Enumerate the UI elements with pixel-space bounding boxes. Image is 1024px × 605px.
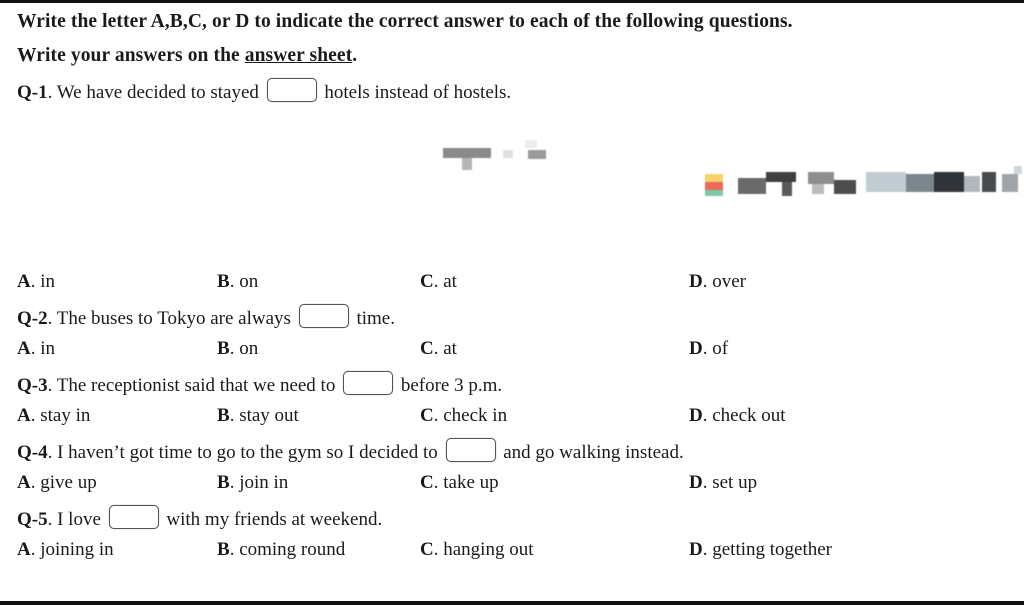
option-text: . over <box>702 271 746 292</box>
question-4-option-c[interactable] <box>420 471 499 495</box>
option-text: . at <box>433 338 457 359</box>
option-text: . give up <box>30 472 97 493</box>
option-text: . of <box>702 338 729 359</box>
option-text: . getting together <box>702 539 833 560</box>
option-text: . stay out <box>229 405 299 426</box>
option-letter: B <box>217 405 230 426</box>
question-1-answer-blank[interactable] <box>267 78 317 102</box>
option-letter: C <box>420 271 434 292</box>
question-5-option-d[interactable] <box>689 538 832 562</box>
question-4-number: Q-4 <box>17 442 48 463</box>
answer-sheet-underlined: answer sheet <box>244 45 353 66</box>
option-text: . stay in <box>30 405 91 426</box>
question-4-option-d[interactable] <box>689 471 757 495</box>
option-text: . on <box>229 271 259 292</box>
question-5-option-c[interactable] <box>420 538 533 562</box>
option-letter: D <box>689 338 703 359</box>
question-3-option-b[interactable] <box>217 404 299 428</box>
question-2-text-after: time. <box>356 308 395 329</box>
option-letter: C <box>420 405 434 426</box>
option-letter: B <box>217 338 230 359</box>
option-text: . on <box>229 338 259 359</box>
question-4-text-after: and go walking instead. <box>503 442 684 463</box>
question-2-option-a[interactable] <box>17 337 55 361</box>
instruction-line-1 <box>17 10 793 34</box>
option-text: . hanging out <box>433 539 534 560</box>
instruction-line-2 <box>17 44 357 68</box>
question-4-text-before: . I haven’t got time to go to the gym so I decided to <box>47 442 438 463</box>
question-3-number: Q-3 <box>17 375 48 396</box>
option-letter: B <box>217 271 230 292</box>
option-letter: B <box>217 539 230 560</box>
option-letter: C <box>420 539 434 560</box>
question-5-option-a[interactable] <box>17 538 114 562</box>
question-2-number: Q-2 <box>17 308 48 329</box>
option-letter: A <box>17 472 31 493</box>
option-text: . check in <box>433 405 508 426</box>
option-text: . set up <box>702 472 758 493</box>
question-1-option-c[interactable] <box>420 270 457 294</box>
question-2-option-d[interactable] <box>689 337 728 361</box>
question-2 <box>17 304 395 331</box>
option-letter: C <box>420 338 434 359</box>
question-1 <box>17 78 511 105</box>
question-2-text-before: . The buses to Tokyo are always <box>47 308 291 329</box>
question-3-text-before: . The receptionist said that we need to <box>47 375 336 396</box>
question-3-option-c[interactable] <box>420 404 507 428</box>
question-1-option-b[interactable] <box>217 270 258 294</box>
question-3-option-d[interactable] <box>689 404 786 428</box>
option-text: . check out <box>702 405 786 426</box>
question-1-text-after: hotels instead of hostels. <box>324 82 512 103</box>
question-4 <box>17 438 684 465</box>
instruction-text-2-suffix: . <box>352 45 358 66</box>
question-4-option-b[interactable] <box>217 471 288 495</box>
option-letter: D <box>689 539 703 560</box>
question-1-text-before: . We have decided to stayed <box>47 82 259 103</box>
question-5 <box>17 505 382 532</box>
pixelated-obscured-area <box>0 0 1024 260</box>
option-letter: C <box>420 472 434 493</box>
option-text: . in <box>30 338 56 359</box>
option-letter: A <box>17 539 31 560</box>
question-4-option-a[interactable] <box>17 471 97 495</box>
question-5-text-before: . I love <box>47 509 101 530</box>
question-5-answer-blank[interactable] <box>109 505 159 529</box>
option-letter: A <box>17 338 31 359</box>
question-2-option-c[interactable] <box>420 337 457 361</box>
question-3 <box>17 371 502 398</box>
option-text: . join in <box>229 472 289 493</box>
option-letter: D <box>689 271 703 292</box>
question-4-answer-blank[interactable] <box>446 438 496 462</box>
question-3-answer-blank[interactable] <box>343 371 393 395</box>
bottom-border <box>0 601 1024 605</box>
question-5-option-b[interactable] <box>217 538 345 562</box>
question-1-option-a[interactable] <box>17 270 55 294</box>
option-text: . in <box>30 271 56 292</box>
instruction-text-1: Write the letter A,B,C, or D to indicate the correct answer to each of the following questions. <box>17 11 793 32</box>
option-text: . coming round <box>229 539 346 560</box>
question-2-option-b[interactable] <box>217 337 258 361</box>
option-letter: A <box>17 405 31 426</box>
instruction-text-2-prefix: Write your answers on the <box>17 45 245 66</box>
question-1-option-d[interactable] <box>689 270 746 294</box>
option-letter: A <box>17 271 31 292</box>
question-3-option-a[interactable] <box>17 404 90 428</box>
top-border <box>0 0 1024 3</box>
option-text: . at <box>433 271 457 292</box>
question-5-number: Q-5 <box>17 509 48 530</box>
option-text: . take up <box>433 472 499 493</box>
option-text: . joining in <box>30 539 114 560</box>
question-2-answer-blank[interactable] <box>299 304 349 328</box>
option-letter: D <box>689 472 703 493</box>
question-3-text-after: before 3 p.m. <box>400 375 503 396</box>
question-5-text-after: with my friends at weekend. <box>166 509 383 530</box>
question-1-number: Q-1 <box>17 82 48 103</box>
option-letter: B <box>217 472 230 493</box>
option-letter: D <box>689 405 703 426</box>
